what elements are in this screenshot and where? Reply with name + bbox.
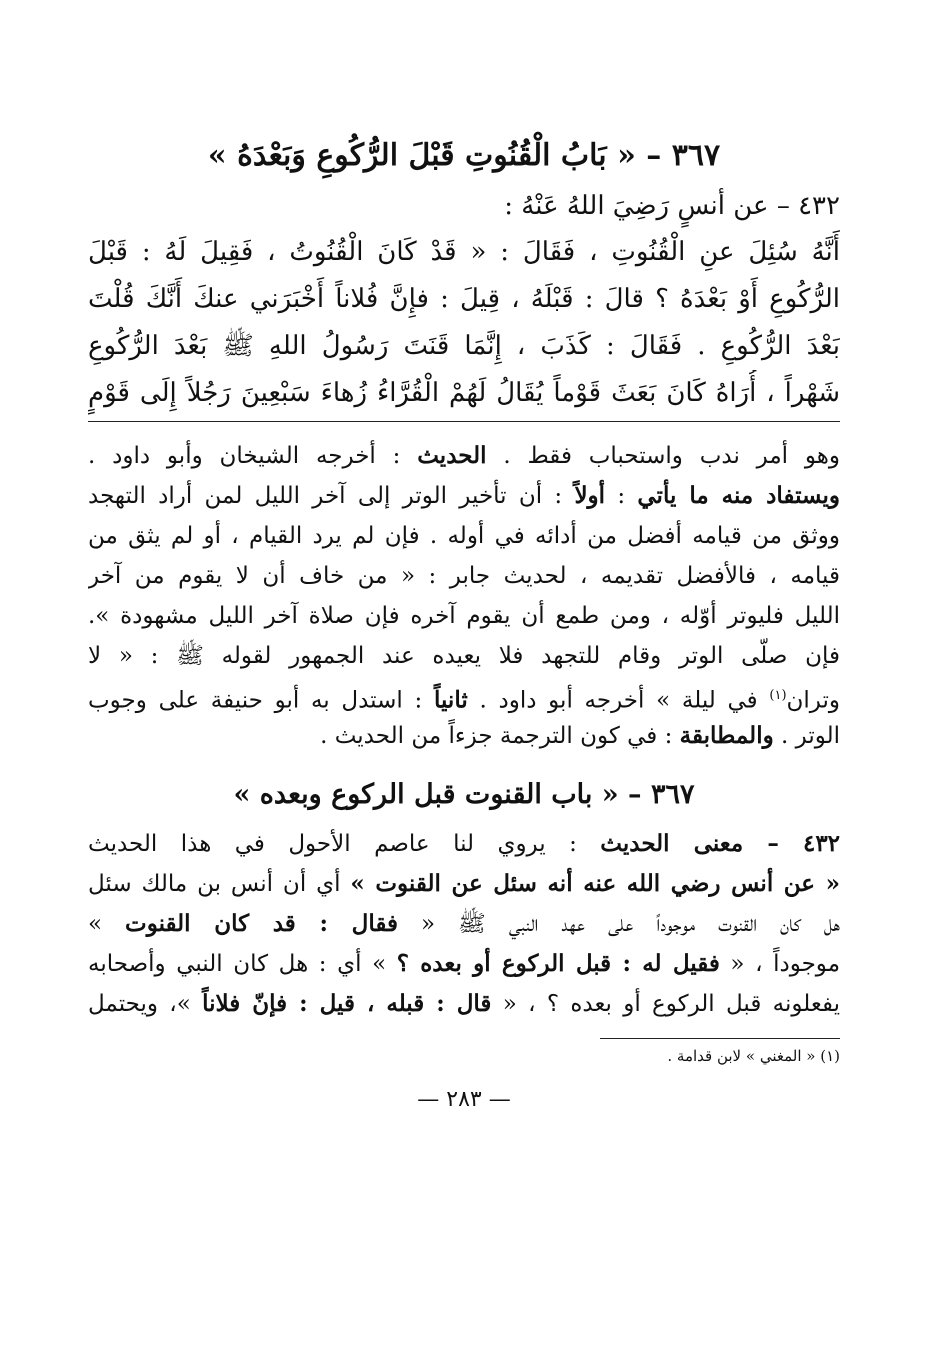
bold-quote: فقيل له : قبل الركوع أو بعده ؟ xyxy=(396,950,720,977)
explanation-heading: ٣٦٧ – « باب القنوت قبل الركوع وبعده » xyxy=(233,779,695,810)
commentary-line xyxy=(88,824,840,864)
hadith-line: شَهْراً ، أُرَاهُ كَانَ بَعَثَ قَوْماً يُقَالُ لَهُمْ الْقُرَّاءُ زُهاءَ سَبْعِينَ رَجُلاً إِلَى قَوْمٍ xyxy=(88,378,840,408)
commentary-line xyxy=(88,436,840,476)
page-number: — ٢٨٣ — xyxy=(417,1087,511,1112)
commentary-line xyxy=(88,676,840,716)
text-run: هل كان القنوت موجوداً على عهد النبي ﷺ « xyxy=(420,911,840,937)
page xyxy=(88,128,840,1112)
bold-quote: قال : قبله ، قيل : فإنّ فلاناً xyxy=(202,990,492,1017)
commentary-line: ووثق من قيامه أفضل من أدائه في أوله . فإن لم يرد القيام ، أو لم يثق من xyxy=(88,523,840,549)
text-run: يفعلونه قبل الركوع أو بعده ؟ ، « xyxy=(502,991,840,1017)
section-divider xyxy=(88,421,840,422)
commentary-line: قيامه ، فالأفضل تقديمه ، لحديث جابر : « من خاف أن لا يقوم من آخر xyxy=(88,563,840,589)
text-run: : في كون الترجمة جزءاً من الحديث . xyxy=(320,723,673,749)
commentary-top xyxy=(88,436,840,756)
commentary-line xyxy=(88,716,840,756)
commentary-line xyxy=(88,476,840,516)
text-run: موجوداً ، « xyxy=(730,951,840,977)
hadith-text xyxy=(88,229,840,417)
bold-term: ويستفاد منه ما يأتي xyxy=(637,482,840,509)
commentary-bottom xyxy=(88,824,840,1024)
text-run: وتران xyxy=(786,687,840,714)
text-run: : يروي لنا عاصم الأحول في هذا الحديث xyxy=(88,831,577,857)
text-run: : أن تأخير الوتر إلى آخر الليل لمن أراد التهجد xyxy=(88,483,563,509)
bold-term: أولاً xyxy=(574,482,606,509)
text-run: » أي : هل كان النبي وأصحابه xyxy=(88,951,387,977)
commentary-line: فإن صلّى الوتر وقام للتجهد فلا يعيده عند الجمهور لقوله ﷺ : « لا xyxy=(88,643,840,669)
hadith-intro: ٤٣٢ – عن أنسٍ رَضِيَ اللهُ عَنْهُ : xyxy=(504,191,840,221)
commentary-line xyxy=(88,904,840,944)
bold-term: ثانياً xyxy=(433,686,468,714)
text-run: : xyxy=(617,483,626,509)
bold-term: الحديث xyxy=(417,442,487,469)
text-run: : استدل به أبو حنيفة على وجوب xyxy=(88,687,423,714)
text-run: الوتر . xyxy=(781,723,840,749)
bold-quote: « عن أنس رضي الله عنه أنه سئل عن القنوت » xyxy=(350,870,840,897)
text-run: أي أن أنس بن مالك سئل xyxy=(88,871,341,897)
commentary-line xyxy=(88,944,840,984)
hadith-line: بَعْدَ الرُّكُوعِ . فَقَالَ : كَذَبَ ، إِنَّمَا قَنَتَ رَسُولُ اللهِ ﷺ بَعْدَ الرُّكُوعِ xyxy=(88,331,840,361)
bold-quote: فقال : قد كان القنوت xyxy=(125,910,398,937)
text-run: وهو أمر ندب واستحباب فقط . xyxy=(503,443,840,469)
hadith-line: الرُّكُوعِ أَوْ بَعْدَهُ ؟ قالَ : قَبْلَهُ ، قِيلَ : فإِنَّ فُلاناً أَخْبَرَني عنكَ أَنَّكَ قُلْتَ xyxy=(88,284,840,314)
commentary-line xyxy=(88,984,840,1024)
text-run: »، ويحتمل xyxy=(88,991,191,1017)
chapter-heading: ٣٦٧ – « بَابُ الْقُنُوتِ قَبْلَ الرُّكُوعِ وَبَعْدَهُ » xyxy=(207,138,721,173)
footnote-marker: (١) xyxy=(769,688,787,703)
footnote: (١) « المغني » لابن قدامة . xyxy=(667,1047,840,1065)
hadith-line: أَنَّهُ سُئِلَ عنِ الْقُنُوتِ ، فَقَالَ : « قَدْ كَانَ الْقُنُوتُ ، فَقِيلَ لَهُ : قَبْلَ xyxy=(88,237,840,267)
text-run: في ليلة » أخرجه أبو داود . xyxy=(479,687,758,714)
text-run: : أخرجه الشيخان وأبو داود . xyxy=(88,443,401,469)
text-run: » xyxy=(88,911,103,937)
commentary-line xyxy=(88,864,840,904)
footnote-divider xyxy=(600,1038,840,1039)
bold-term: ٤٣٢ – معنى الحديث xyxy=(600,830,840,857)
commentary-line: الليل فليوتر أوّله ، ومن طمع أن يقوم آخره فإن صلاة آخر الليل مشهودة ». xyxy=(88,603,840,629)
bold-term: والمطابقة xyxy=(679,722,774,749)
